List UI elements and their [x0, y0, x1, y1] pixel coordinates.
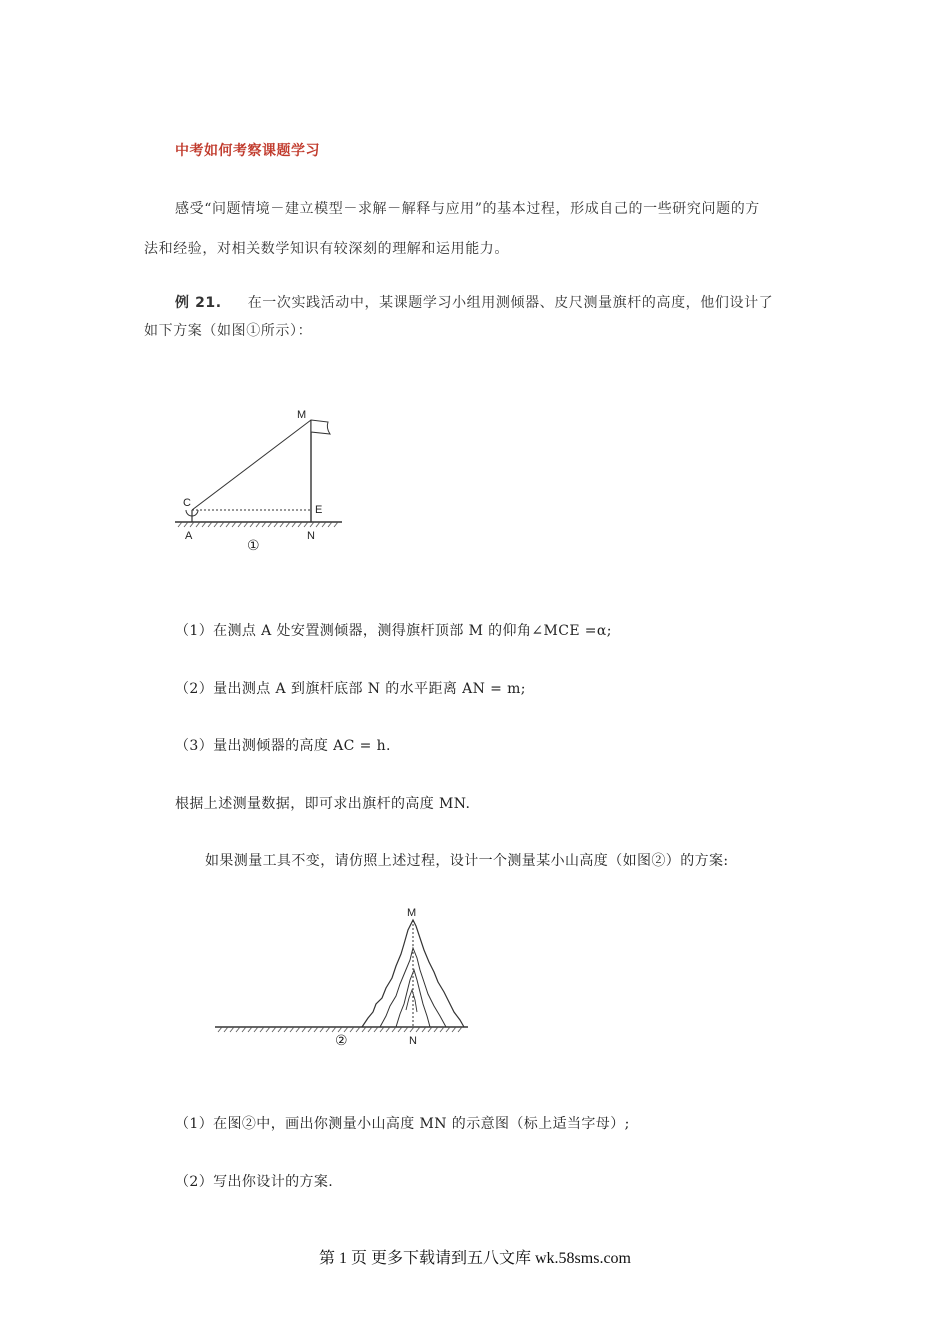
ground-hatching [178, 522, 338, 527]
label-A: A [185, 530, 193, 542]
figure-1-caption: ① [247, 537, 260, 553]
intro-line-1: 感受“问题情境－建立模型－求解－解释与应用”的基本过程，形成自己的一些研究问题的方 [175, 201, 760, 217]
question-1: （1）在图②中，画出你测量小山高度 MN 的示意图（标上适当字母）; [175, 1116, 630, 1132]
step-2: （2）量出测点 A 到旗杆底部 N 的水平距离 AN = m; [175, 681, 526, 697]
label-N: N [409, 1035, 417, 1047]
intro-line-2: 法和经验，对相关数学知识有较深刻的理解和运用能力。 [144, 241, 509, 257]
label-M: M [297, 409, 307, 421]
label-C: C [183, 497, 191, 509]
step-3: （3）量出测倾器的高度 AC = h. [175, 738, 391, 754]
label-E: E [315, 504, 323, 516]
document-title: 中考如何考察课题学习 [175, 143, 320, 159]
example-text-1: 在一次实践活动中，某课题学习小组用测倾器、皮尺测量旗杆的高度，他们设计了 [247, 295, 774, 311]
label-N: N [307, 530, 315, 542]
label-M: M [407, 907, 417, 919]
figure-2-caption: ② [335, 1032, 348, 1048]
figure-2-hill [210, 900, 475, 1060]
example-line-1 [175, 292, 773, 312]
figure-1-flagpole [170, 400, 350, 560]
page-footer: 第 1 页 更多下载请到五八文库 wk.58sms.com [318, 1250, 631, 1267]
hill-ridge-inner [396, 970, 430, 1027]
hill-ridge-outer [380, 948, 446, 1027]
task-intro: 如果测量工具不变，请仿照上述过程，设计一个测量某小山高度（如图②）的方案: [205, 853, 729, 869]
flag [311, 420, 330, 434]
hill-ridge-core [406, 990, 417, 1012]
question-2: （2）写出你设计的方案. [175, 1174, 334, 1190]
step-1: （1）在测点 A 处安置测倾器，测得旗杆顶部 M 的仰角∠MCE =α; [175, 623, 612, 639]
example-label: 例 21. [175, 295, 222, 311]
sight-line [192, 420, 311, 510]
conclusion: 根据上述测量数据，即可求出旗杆的高度 MN. [175, 796, 471, 812]
example-line-2: 如下方案（如图①所示）： [144, 323, 313, 339]
